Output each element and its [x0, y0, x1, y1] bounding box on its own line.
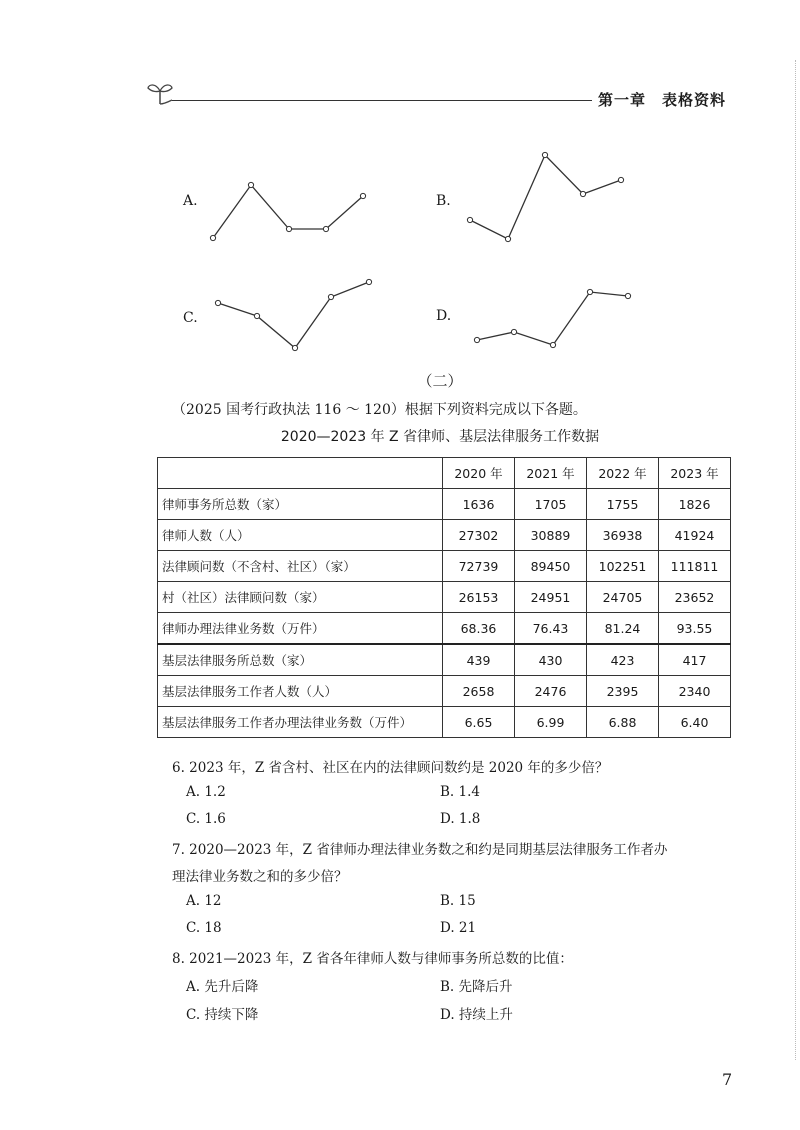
cell: 26153	[443, 582, 515, 613]
q7-option-c[interactable]: C. 18	[186, 920, 222, 936]
table-row	[158, 489, 731, 520]
q8-option-d[interactable]: D. 持续上升	[440, 1007, 513, 1023]
cell: 23652	[659, 582, 731, 613]
question-6-stem: 6. 2023 年，Z 省含村、社区在内的法律顾问数约是 2020 年的多少倍？	[172, 760, 609, 776]
cell: 6.65	[443, 707, 515, 738]
option-graphs	[0, 0, 800, 370]
cell: 1636	[443, 489, 515, 520]
table-title: 2020—2023 年 Z 省律师、基层法律服务工作数据	[280, 429, 600, 445]
cell: 6.88	[587, 707, 659, 738]
table-row	[158, 676, 731, 707]
option-graph-c	[218, 282, 369, 348]
row-label: 律师人数（人）	[158, 520, 443, 551]
chapter-title: 第一章 表格资料	[598, 91, 727, 109]
option-graph-c-label: C.	[183, 310, 198, 326]
cell: 6.99	[515, 707, 587, 738]
option-graph-d-label: D.	[436, 308, 452, 324]
option-graph-d-points	[474, 289, 630, 347]
table-header-2021: 2021 年	[515, 458, 587, 489]
option-graph-a-points	[210, 182, 365, 240]
cell: 24951	[515, 582, 587, 613]
page-number: 7	[722, 1070, 733, 1089]
cell: 30889	[515, 520, 587, 551]
cell: 1826	[659, 489, 731, 520]
table-header-2023: 2023 年	[659, 458, 731, 489]
cell: 423	[587, 644, 659, 676]
q8-option-a[interactable]: A. 先升后降	[186, 979, 259, 995]
option-graph-b-points	[467, 152, 623, 241]
question-7-stem-line1: 7. 2020—2023 年，Z 省律师办理法律业务数之和约是同期基层法律服务工作者办	[172, 842, 668, 858]
cell: 2395	[587, 676, 659, 707]
q8-option-c[interactable]: C. 持续下降	[186, 1007, 259, 1023]
q6-option-d[interactable]: D. 1.8	[440, 811, 481, 827]
cell: 72739	[443, 551, 515, 582]
table-row	[158, 582, 731, 613]
cell: 24705	[587, 582, 659, 613]
cell: 417	[659, 644, 731, 676]
q8-option-b[interactable]: B. 先降后升	[440, 979, 513, 995]
table-header-row	[158, 458, 731, 489]
table-row	[158, 707, 731, 738]
cell: 439	[443, 644, 515, 676]
page-edge-artifact	[792, 60, 796, 1060]
q7-option-d[interactable]: D. 21	[440, 920, 477, 936]
cell: 1755	[587, 489, 659, 520]
table-row	[158, 551, 731, 582]
material-intro: （2025 国考行政执法 116 ～ 120）根据下列资料完成以下各题。	[172, 402, 587, 418]
q6-option-a[interactable]: A. 1.2	[186, 784, 226, 800]
table-row	[158, 613, 731, 645]
table-header-2022: 2022 年	[587, 458, 659, 489]
q6-option-b[interactable]: B. 1.4	[440, 784, 480, 800]
cell: 36938	[587, 520, 659, 551]
option-graph-a-label: A.	[183, 193, 198, 209]
section-title: （二）	[417, 372, 463, 390]
table-header-corner	[158, 458, 443, 489]
q6-option-c[interactable]: C. 1.6	[186, 811, 226, 827]
cell: 2658	[443, 676, 515, 707]
row-label: 基层法律服务工作者办理法律业务数（万件）	[158, 707, 443, 738]
table-row	[158, 520, 731, 551]
question-7-stem-line2: 理法律业务数之和的多少倍？	[172, 869, 348, 885]
cell: 76.43	[515, 613, 587, 645]
cell: 6.40	[659, 707, 731, 738]
q7-option-b[interactable]: B. 15	[440, 893, 476, 909]
option-graph-d	[477, 292, 628, 345]
cell: 111811	[659, 551, 731, 582]
cell: 41924	[659, 520, 731, 551]
table-row	[158, 644, 731, 676]
cell: 2340	[659, 676, 731, 707]
row-label: 基层法律服务所总数（家）	[158, 644, 443, 676]
cell: 430	[515, 644, 587, 676]
row-label: 法律顾问数（不含村、社区）（家）	[158, 551, 443, 582]
row-label: 村（社区）法律顾问数（家）	[158, 582, 443, 613]
row-label: 律师办理法律业务数（万件）	[158, 613, 443, 645]
cell: 93.55	[659, 613, 731, 645]
option-graph-b	[470, 155, 621, 239]
option-graph-b-label: B.	[436, 193, 451, 209]
cell: 89450	[515, 551, 587, 582]
row-label: 律师事务所总数（家）	[158, 489, 443, 520]
cell: 81.24	[587, 613, 659, 645]
table-header-2020: 2020 年	[443, 458, 515, 489]
cell: 2476	[515, 676, 587, 707]
row-label: 基层法律服务工作者人数（人）	[158, 676, 443, 707]
cell: 68.36	[443, 613, 515, 645]
cell: 1705	[515, 489, 587, 520]
cell: 27302	[443, 520, 515, 551]
q7-option-a[interactable]: A. 12	[186, 893, 222, 909]
question-8-stem: 8. 2021—2023 年，Z 省各年律师人数与律师事务所总数的比值：	[172, 951, 573, 967]
cell: 102251	[587, 551, 659, 582]
data-table	[157, 457, 731, 738]
